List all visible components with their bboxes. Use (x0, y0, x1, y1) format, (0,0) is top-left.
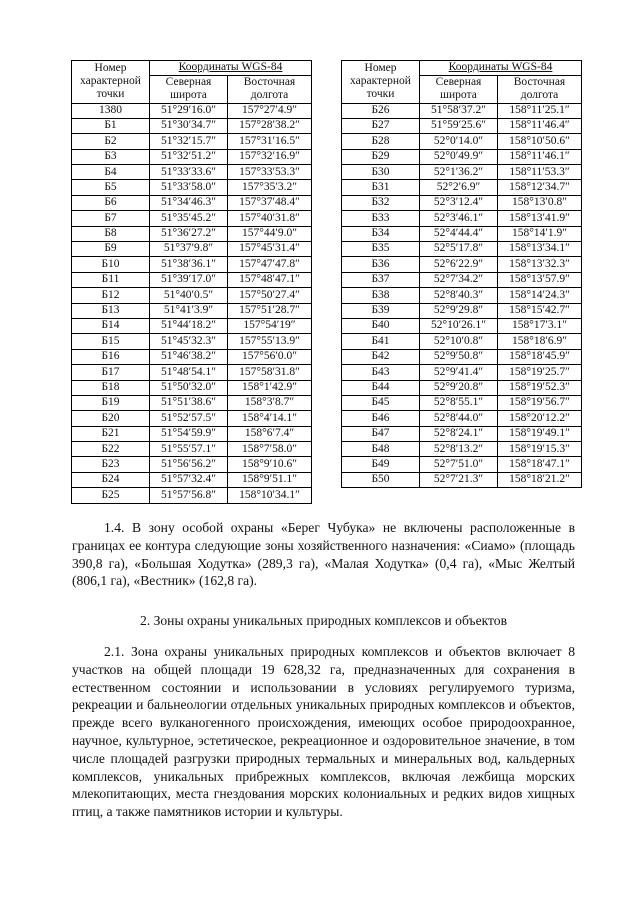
north-latitude: 52°0′14.0″ (420, 134, 498, 149)
north-latitude: 52°8′13.2″ (420, 442, 498, 457)
east-longitude: 158°11′46.1″ (498, 149, 582, 164)
table-row (72, 118, 312, 133)
east-longitude: 157°48′47.1″ (228, 272, 312, 287)
east-longitude: 157°40′31.8″ (228, 211, 312, 226)
point-id: Б47 (342, 426, 420, 441)
point-id: Б42 (342, 349, 420, 364)
north-latitude: 52°8′40.3″ (420, 288, 498, 303)
table-row (72, 318, 312, 333)
north-latitude: 51°44′18.2″ (150, 318, 228, 333)
east-longitude: 158°19′25.7″ (498, 365, 582, 380)
north-latitude: 51°59′25.6″ (420, 118, 498, 133)
table-row (72, 395, 312, 410)
east-longitude: 158°10′34.1″ (228, 488, 312, 503)
table-row (72, 457, 312, 472)
table-row (72, 472, 312, 487)
north-latitude: 51°32′15.7″ (150, 134, 228, 149)
east-longitude: 157°54′19″ (228, 318, 312, 333)
north-latitude: 51°32′51.2″ (150, 149, 228, 164)
north-latitude: 51°46′38.2″ (150, 349, 228, 364)
paragraph-2-1: 2.1. Зона охраны уникальных природных комплексов и объектов включает 8 участков на общей площади 19 628,32 га, предназначенных для сохранения в естественном состоянии и использовании в условиях регулируемого туризма, рекреации и бальнеологии отдельных уникальных природных комплексов и объектов, прежде всего вулканогенного происхождения, имеющих особое природоохранное, научное, культурное, эстетическое, рекреационное и оздоровительное значение, в том числе площадей разгрузки природных термальных и минеральных вод, кальдерных комплексов, уникальных прибрежных комплексов, включая лежбища морских млекопитающих, места гнездования морских колониальных и редких видов хищных птиц, а также памятников истории и культуры. (72, 644, 575, 820)
point-id: Б17 (72, 365, 150, 380)
east-longitude: 158°11′53.3″ (498, 165, 582, 180)
north-latitude: 51°41′3.9″ (150, 303, 228, 318)
table-row (72, 488, 312, 503)
point-id: Б4 (72, 165, 150, 180)
east-longitude: 158°18′45.9″ (498, 349, 582, 364)
header-coords: Координаты WGS-84 (150, 61, 312, 76)
coordinates-tables (71, 60, 571, 507)
north-latitude: 52°6′22.9″ (420, 257, 498, 272)
east-longitude: 158°7′58.0″ (228, 442, 312, 457)
header-point: Номер характерной точки (72, 61, 150, 104)
point-id: Б8 (72, 226, 150, 241)
east-longitude: 158°14′1.9″ (498, 226, 582, 241)
header-north: Северная широта (420, 75, 498, 103)
point-id: Б3 (72, 149, 150, 164)
table-row (72, 226, 312, 241)
table-row (342, 303, 582, 318)
east-longitude: 158°13′34.1″ (498, 242, 582, 257)
north-latitude: 51°56′56.2″ (150, 457, 228, 472)
east-longitude: 157°27′4.9″ (228, 103, 312, 118)
point-id: Б49 (342, 457, 420, 472)
north-latitude: 51°50′32.0″ (150, 380, 228, 395)
table-row (342, 318, 582, 333)
point-id: Б15 (72, 334, 150, 349)
point-id: Б46 (342, 411, 420, 426)
east-longitude: 157°55′13.9″ (228, 334, 312, 349)
north-latitude: 52°10′26.1″ (420, 318, 498, 333)
north-latitude: 51°29′16.0″ (150, 103, 228, 118)
north-latitude: 51°48′54.1″ (150, 365, 228, 380)
east-longitude: 157°35′3.2″ (228, 180, 312, 195)
north-latitude: 52°4′44.4″ (420, 226, 498, 241)
table-row (72, 303, 312, 318)
point-id: Б9 (72, 242, 150, 257)
table-row (72, 349, 312, 364)
point-id: Б40 (342, 318, 420, 333)
north-latitude: 52°8′24.1″ (420, 426, 498, 441)
east-longitude: 158°9′51.1″ (228, 472, 312, 487)
table-row (342, 226, 582, 241)
point-id: Б25 (72, 488, 150, 503)
table-row (342, 118, 582, 133)
east-longitude: 158°10′50.6″ (498, 134, 582, 149)
north-latitude: 51°57′32.4″ (150, 472, 228, 487)
north-latitude: 51°35′45.2″ (150, 211, 228, 226)
east-longitude: 157°32′16.9″ (228, 149, 312, 164)
table-row (342, 195, 582, 210)
table-row (342, 257, 582, 272)
header-north: Северная широта (150, 75, 228, 103)
table-row (342, 457, 582, 472)
point-id: Б29 (342, 149, 420, 164)
east-longitude: 158°13′41.9″ (498, 211, 582, 226)
north-latitude: 52°1′36.2″ (420, 165, 498, 180)
east-longitude: 158°17′3.1″ (498, 318, 582, 333)
point-id: Б7 (72, 211, 150, 226)
north-latitude: 52°9′29.8″ (420, 303, 498, 318)
north-latitude: 51°57′56.8″ (150, 488, 228, 503)
table-row (72, 195, 312, 210)
east-longitude: 157°28′38.2″ (228, 118, 312, 133)
coordinates-table-left (71, 60, 312, 504)
section-heading-2: 2. Зоны охраны уникальных природных комплексов и объектов (139, 613, 508, 628)
table-row (72, 288, 312, 303)
east-longitude: 157°51′28.7″ (228, 303, 312, 318)
point-id: Б37 (342, 272, 420, 287)
north-latitude: 52°7′34.2″ (420, 272, 498, 287)
point-id: Б1 (72, 118, 150, 133)
point-id: Б13 (72, 303, 150, 318)
north-latitude: 51°52′57.5″ (150, 411, 228, 426)
north-latitude: 51°54′59.9″ (150, 426, 228, 441)
table-row (72, 134, 312, 149)
north-latitude: 51°45′32.3″ (150, 334, 228, 349)
point-id: Б41 (342, 334, 420, 349)
north-latitude: 51°33′33.6″ (150, 165, 228, 180)
point-id: Б22 (72, 442, 150, 457)
north-latitude: 52°5′17.8″ (420, 242, 498, 257)
north-latitude: 51°39′17.0″ (150, 272, 228, 287)
point-id: Б5 (72, 180, 150, 195)
point-id: Б24 (72, 472, 150, 487)
east-longitude: 157°56′0.0″ (228, 349, 312, 364)
east-longitude: 158°14′24.3″ (498, 288, 582, 303)
east-longitude: 158°19′49.1″ (498, 426, 582, 441)
north-latitude: 51°36′27.2″ (150, 226, 228, 241)
point-id: Б6 (72, 195, 150, 210)
point-id: Б19 (72, 395, 150, 410)
point-id: Б18 (72, 380, 150, 395)
east-longitude: 157°44′9.0″ (228, 226, 312, 241)
point-id: Б23 (72, 457, 150, 472)
north-latitude: 51°38′36.1″ (150, 257, 228, 272)
table-row (72, 380, 312, 395)
north-latitude: 51°55′57.1″ (150, 442, 228, 457)
north-latitude: 52°3′46.1″ (420, 211, 498, 226)
point-id: Б30 (342, 165, 420, 180)
east-longitude: 158°13′32.3″ (498, 257, 582, 272)
table-row (342, 365, 582, 380)
east-longitude: 158°19′15.3″ (498, 442, 582, 457)
point-id: 1380 (72, 103, 150, 118)
east-longitude: 157°45′31.4″ (228, 242, 312, 257)
table-row (342, 472, 582, 487)
point-id: Б12 (72, 288, 150, 303)
east-longitude: 157°37′48.4″ (228, 195, 312, 210)
header-east: Восточная долгота (228, 75, 312, 103)
north-latitude: 52°10′0.8″ (420, 334, 498, 349)
table-row (342, 134, 582, 149)
point-id: Б28 (342, 134, 420, 149)
header-coords: Координаты WGS-84 (420, 61, 582, 76)
north-latitude: 51°51′38.6″ (150, 395, 228, 410)
east-longitude: 158°19′56.7″ (498, 395, 582, 410)
table-row (342, 242, 582, 257)
table-row (342, 211, 582, 226)
point-id: Б33 (342, 211, 420, 226)
point-id: Б14 (72, 318, 150, 333)
table-row (342, 380, 582, 395)
north-latitude: 51°58′37.2″ (420, 103, 498, 118)
north-latitude: 51°30′34.7″ (150, 118, 228, 133)
paragraph-1-4: 1.4. В зону особой охраны «Берег Чубука» не включены расположенные в границах ее контура следующие зоны хозяйственного назначения: «Сиамо» (площадь 390,8 га), «Большая Ходутка» (289,3 га), «Малая Ходутка» (0,4 га), «Мыс Желтый (806,1 га), «Вестник» (162,8 га). (72, 520, 575, 589)
east-longitude: 158°12′34.7″ (498, 180, 582, 195)
table-row (342, 395, 582, 410)
point-id: Б44 (342, 380, 420, 395)
table-row (72, 365, 312, 380)
table-row (72, 426, 312, 441)
point-id: Б27 (342, 118, 420, 133)
table-row (72, 165, 312, 180)
point-id: Б45 (342, 395, 420, 410)
north-latitude: 52°3′12.4″ (420, 195, 498, 210)
point-id: Б31 (342, 180, 420, 195)
east-longitude: 158°19′52.3″ (498, 380, 582, 395)
table-row (72, 334, 312, 349)
header-east: Восточная долгота (498, 75, 582, 103)
east-longitude: 157°58′31.8″ (228, 365, 312, 380)
point-id: Б32 (342, 195, 420, 210)
north-latitude: 52°9′50.8″ (420, 349, 498, 364)
east-longitude: 157°47′47.8″ (228, 257, 312, 272)
point-id: Б38 (342, 288, 420, 303)
point-id: Б2 (72, 134, 150, 149)
east-longitude: 158°18′47.1″ (498, 457, 582, 472)
point-id: Б48 (342, 442, 420, 457)
point-id: Б21 (72, 426, 150, 441)
point-id: Б50 (342, 472, 420, 487)
table-row (342, 103, 582, 118)
table-row (342, 411, 582, 426)
east-longitude: 157°33′53.3″ (228, 165, 312, 180)
table-row (342, 442, 582, 457)
east-longitude: 158°18′21.2″ (498, 472, 582, 487)
east-longitude: 158°1′42.9″ (228, 380, 312, 395)
point-id: Б16 (72, 349, 150, 364)
east-longitude: 158°13′0.8″ (498, 195, 582, 210)
table-row (72, 242, 312, 257)
north-latitude: 52°9′41.4″ (420, 365, 498, 380)
table-row (72, 411, 312, 426)
point-id: Б11 (72, 272, 150, 287)
north-latitude: 52°9′20.8″ (420, 380, 498, 395)
east-longitude: 157°50′27.4″ (228, 288, 312, 303)
north-latitude: 52°2′6.9″ (420, 180, 498, 195)
north-latitude: 52°0′49.9″ (420, 149, 498, 164)
table-row (72, 180, 312, 195)
table-row (342, 334, 582, 349)
east-longitude: 158°11′46.4″ (498, 118, 582, 133)
table-row (72, 257, 312, 272)
table-row (72, 103, 312, 118)
north-latitude: 51°33′58.0″ (150, 180, 228, 195)
table-row (342, 288, 582, 303)
point-id: Б26 (342, 103, 420, 118)
east-longitude: 158°6′7.4″ (228, 426, 312, 441)
table-row (342, 349, 582, 364)
point-id: Б10 (72, 257, 150, 272)
north-latitude: 51°37′9.8″ (150, 242, 228, 257)
east-longitude: 157°31′16.5″ (228, 134, 312, 149)
east-longitude: 158°15′42.7″ (498, 303, 582, 318)
north-latitude: 52°7′21.3″ (420, 472, 498, 487)
table-row (72, 272, 312, 287)
table-row (342, 272, 582, 287)
table-row (72, 149, 312, 164)
point-id: Б39 (342, 303, 420, 318)
east-longitude: 158°3′8.7″ (228, 395, 312, 410)
east-longitude: 158°18′6.9″ (498, 334, 582, 349)
east-longitude: 158°20′12.2″ (498, 411, 582, 426)
point-id: Б35 (342, 242, 420, 257)
north-latitude: 52°7′51.0″ (420, 457, 498, 472)
north-latitude: 52°8′55.1″ (420, 395, 498, 410)
east-longitude: 158°13′57.9″ (498, 272, 582, 287)
table-row (72, 211, 312, 226)
point-id: Б20 (72, 411, 150, 426)
north-latitude: 51°40′0.5″ (150, 288, 228, 303)
point-id: Б36 (342, 257, 420, 272)
table-row (342, 426, 582, 441)
east-longitude: 158°11′25.1″ (498, 103, 582, 118)
table-row (342, 149, 582, 164)
coordinates-table-right (341, 60, 582, 488)
table-row (342, 165, 582, 180)
north-latitude: 51°34′46.3″ (150, 195, 228, 210)
table-row (342, 180, 582, 195)
table-row (72, 442, 312, 457)
header-point: Номер характерной точки (342, 61, 420, 104)
point-id: Б34 (342, 226, 420, 241)
point-id: Б43 (342, 365, 420, 380)
east-longitude: 158°4′14.1″ (228, 411, 312, 426)
east-longitude: 158°9′10.6″ (228, 457, 312, 472)
north-latitude: 52°8′44.0″ (420, 411, 498, 426)
